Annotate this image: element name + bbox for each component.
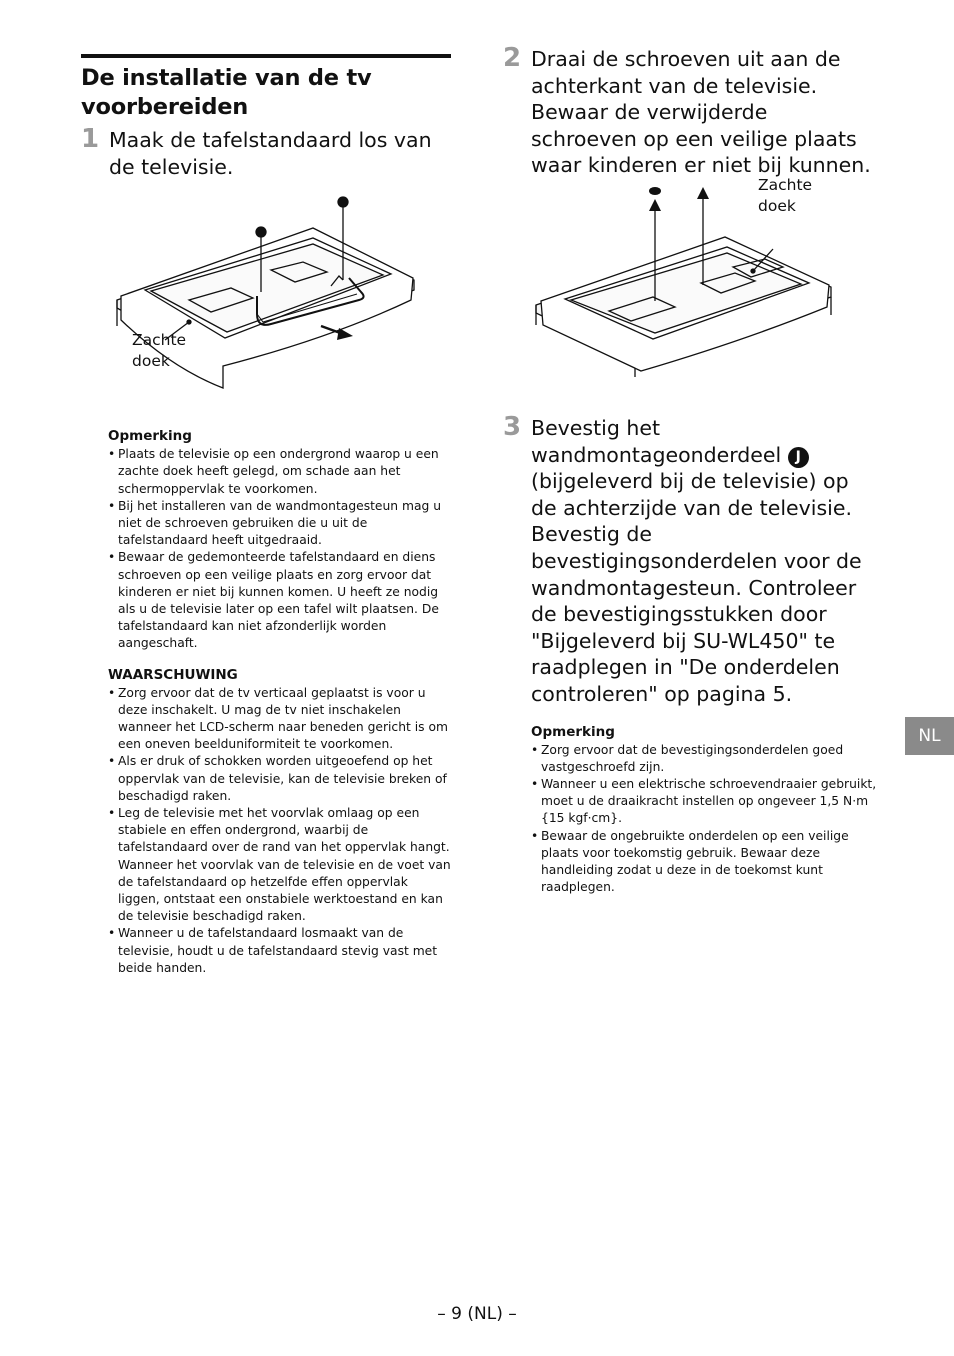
left-column bbox=[81, 54, 451, 977]
tv-stand-removal-illustration bbox=[81, 188, 451, 426]
language-tab: NL bbox=[905, 717, 954, 755]
step-text-before: Bevestig het wandmontageonderdeel bbox=[531, 415, 782, 467]
list-item: • Bij het installeren van de wandmontagesteun mag u niet de schroeven gebruiken die u uit de tafelstandaard heeft uitgedraaid. bbox=[108, 498, 451, 550]
list-item: • Zorg ervoor dat de bevestigingsonderdelen goed vastgeschroefd zijn. bbox=[531, 742, 878, 776]
right-column bbox=[503, 43, 878, 896]
step-text: Maak de tafelstandaard los van de televisie. bbox=[109, 128, 432, 179]
step-3 bbox=[503, 411, 878, 708]
note-list bbox=[531, 742, 878, 897]
figure-remove-screws bbox=[503, 175, 878, 389]
section-rule bbox=[81, 54, 451, 58]
section-title: De installatie van de tv voorbereiden bbox=[81, 65, 372, 120]
warning-title: WAARSCHUWING bbox=[108, 666, 238, 683]
list-item: • Zorg ervoor dat de tv verticaal geplaatst is voor u deze inschakelt. U mag de tv niet inschakelen wanneer het LCD-scherm naar beneden gericht is om een oneven beelduniformiteit te voorkomen. bbox=[108, 685, 451, 754]
list-item: • Plaats de televisie op een ondergrond waarop u een zachte doek heeft gelegd, om schade aan het schermoppervlak te voorkomen. bbox=[108, 446, 451, 498]
list-item: • Wanneer u een elektrische schroevendraaier gebruikt, moet u de draaikracht instellen op ongeveer 1,5 N·m {15 kgf·cm}. bbox=[531, 776, 878, 828]
step-number: 1 bbox=[81, 124, 100, 154]
figure-label-soft-cloth bbox=[132, 330, 186, 372]
label-line: Zachte bbox=[758, 175, 813, 194]
note-title: Opmerking bbox=[108, 428, 192, 445]
label-line: doek bbox=[758, 196, 796, 215]
list-item: • Bewaar de gedemonteerde tafelstandaard en diens schroeven op een veilige plaats en zorg ervoor dat kinderen er niet bij kunnen komen. U heeft ze nodig als u de televisie later op een tafel wilt plaatsen. De tafelstandaard kan niet afzonderlijk worden aangeschaft. bbox=[108, 549, 451, 652]
screw-removal-illustration bbox=[503, 185, 878, 389]
figure-remove-stand bbox=[81, 188, 451, 426]
list-item: • Leg de televisie met het voorvlak omlaag op een stabiele en effen ondergrond, waarbij de tafelstandaard over de rand van het oppervlak hangt. Wanneer het voorvlak van de televisie en de voet van de tafelstandaard op hetzelfde effen oppervlak liggen, ontstaat een onstabiele werktoestand en kan de televisie beschadigd raken. bbox=[108, 805, 451, 925]
step-number: 2 bbox=[503, 43, 522, 73]
step-2 bbox=[503, 43, 878, 179]
figure-label-soft-cloth bbox=[758, 175, 812, 217]
list-item: • Als er druk of schokken worden uitgeoefend op het oppervlak van de televisie, kan de televisie breken of beschadigd raken. bbox=[108, 753, 451, 805]
page-number: – 9 (NL) – bbox=[437, 1304, 517, 1324]
label-line: Zachte bbox=[132, 331, 187, 350]
note-list bbox=[108, 446, 451, 652]
note-block-1 bbox=[108, 428, 451, 977]
step-text: Draai de schroeven uit aan de achterkant van de televisie. Bewaar de verwijderde schroeven op een veilige plaats waar kinderen er niet bij kunnen. bbox=[531, 47, 871, 178]
list-item: • Wanneer u de tafelstandaard losmaakt van de televisie, houdt u de tafelstandaard stevig vast met beide handen. bbox=[108, 925, 451, 977]
step-1 bbox=[81, 124, 451, 180]
step-text-after: (bijgeleverd bij de televisie) op de achterzijde van de televisie. Bevestig de bevestigingsonderdelen voor de wandmontagesteun. Controleer de bevestigingsstukken door "Bijgeleverd bij SU-WL450" te raadplegen in "De onderdelen controleren" op pagina 5. bbox=[531, 469, 862, 706]
note-title: Opmerking bbox=[531, 723, 615, 740]
label-line: doek bbox=[132, 352, 170, 371]
part-j-badge: J bbox=[788, 447, 809, 468]
step-number: 3 bbox=[503, 411, 522, 442]
warning-list bbox=[108, 685, 451, 977]
note-block-2 bbox=[531, 724, 878, 897]
list-item: • Bewaar de ongebruikte onderdelen op een veilige plaats voor toekomstig gebruik. Bewaar deze handleiding zodat u deze in de toekomst kunt raadplegen. bbox=[531, 828, 878, 897]
